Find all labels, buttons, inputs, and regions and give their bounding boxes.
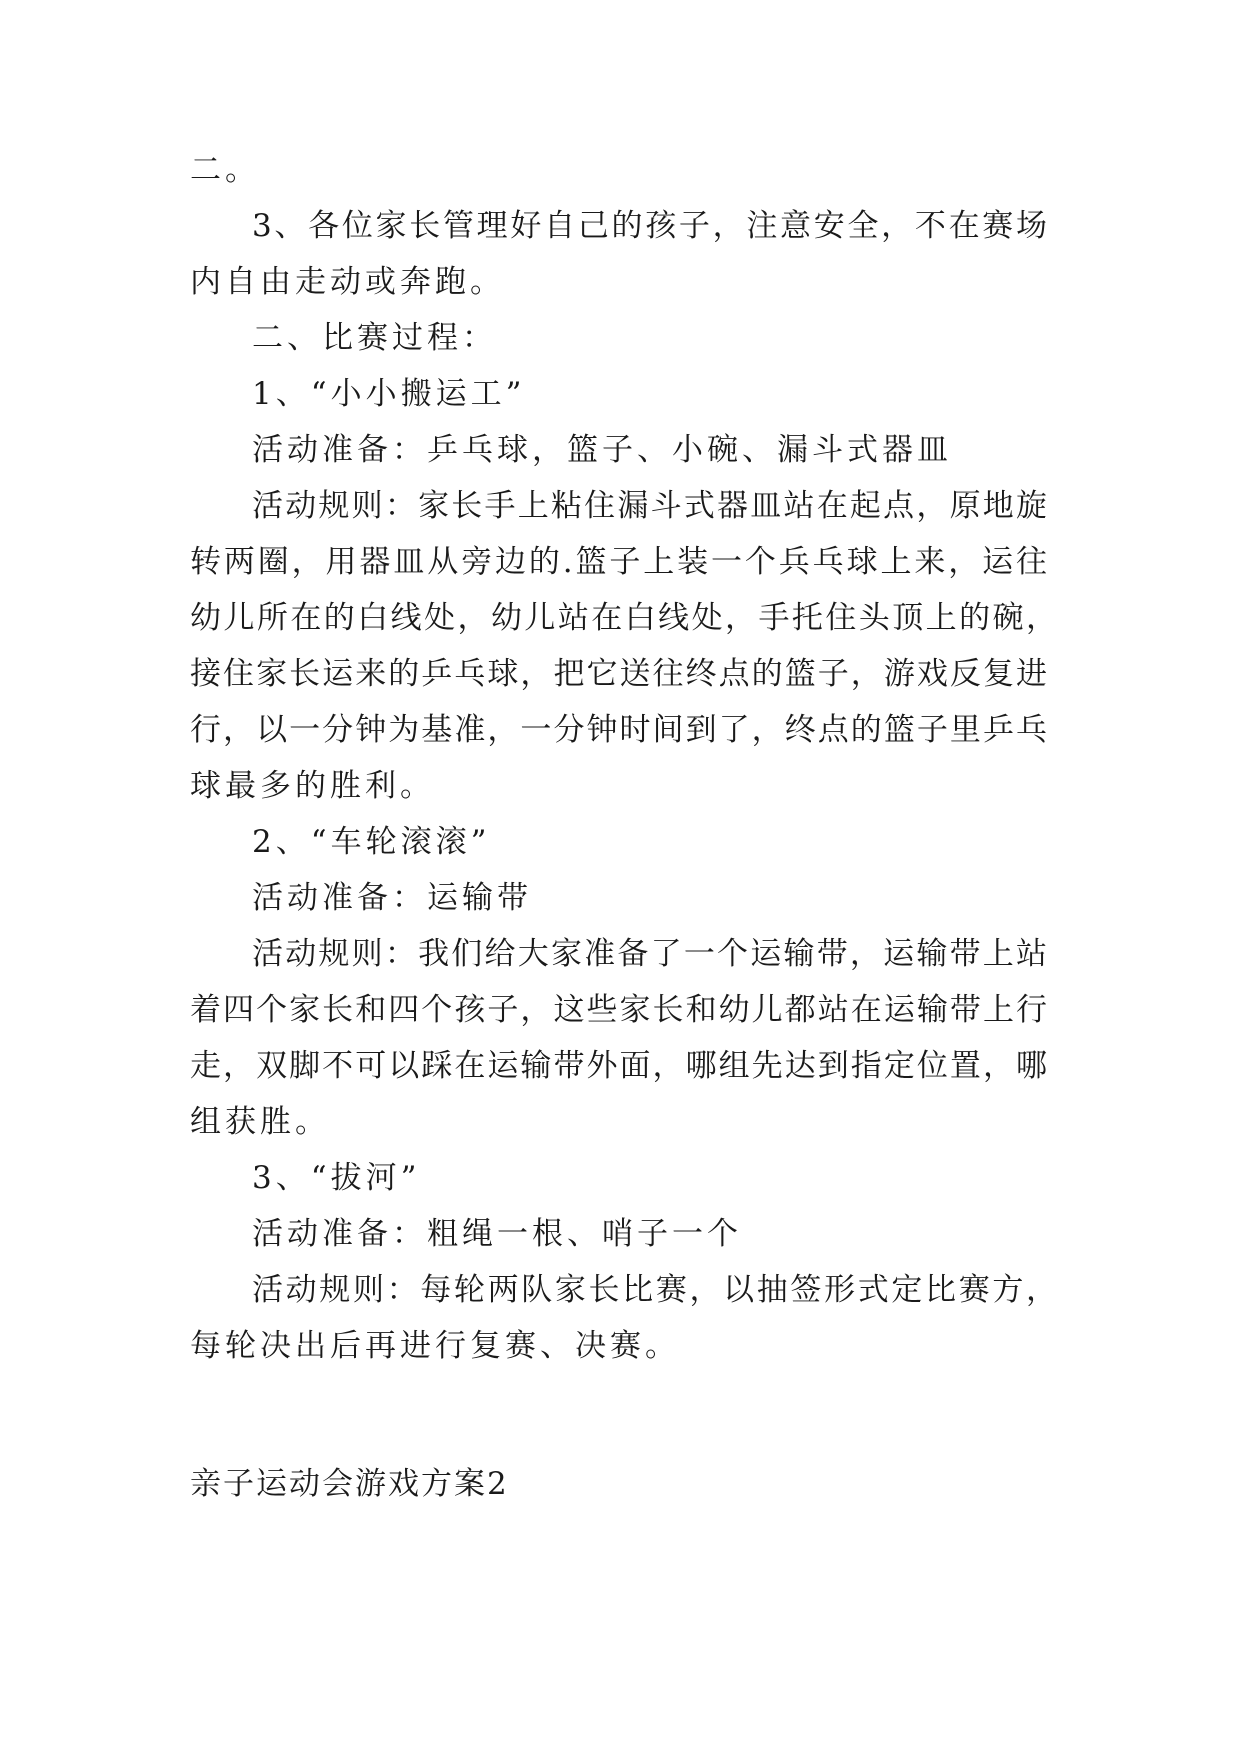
paragraph-line: 球最多的胜利。 [190,768,435,804]
paragraph-line: 走，双脚不可以踩在运输带外面，哪组先达到指定位置，哪 [190,1048,1047,1084]
paragraph-line: 活动准备：乒乓球，篮子、小碗、漏斗式器皿 [252,432,952,468]
subsection-heading: 1、“小小搬运工” [252,376,526,412]
paragraph-line: 活动规则：我们给大家准备了一个运输带，运输带上站 [252,936,1047,972]
paragraph-line: 组获胜。 [190,1104,330,1140]
paragraph-line: 幼儿所在的白线处，幼儿站在白线处，手托住头顶上的碗， [190,600,1057,636]
section-title: 亲子运动会游戏方案2 [190,1466,509,1502]
subsection-heading: 2、“车轮滚滚” [252,824,491,860]
paragraph-line: 内自由走动或奔跑。 [190,264,505,300]
subsection-heading: 3、“拔河” [252,1160,421,1196]
paragraph-line: 活动规则：每轮两队家长比赛，以抽签形式定比赛方， [252,1272,1057,1308]
paragraph-line: 每轮决出后再进行复赛、决赛。 [190,1328,680,1364]
paragraph-line: 二。 [190,152,260,188]
paragraph-line: 着四个家长和四个孩子，这些家长和幼儿都站在运输带上行 [190,992,1047,1028]
paragraph-line: 3、各位家长管理好自己的孩子，注意安全，不在赛场 [252,208,1047,244]
section-heading: 二、比赛过程： [252,320,497,356]
paragraph-line: 活动准备：运输带 [252,880,532,916]
paragraph-line: 转两圈，用器皿从旁边的.篮子上装一个兵乓球上来，运往 [190,544,1047,580]
paragraph-line: 活动准备：粗绳一根、哨子一个 [252,1216,742,1252]
paragraph-line: 行，以一分钟为基准，一分钟时间到了，终点的篮子里乒乓 [190,712,1047,748]
paragraph-line: 活动规则：家长手上粘住漏斗式器皿站在起点，原地旋 [252,488,1047,524]
paragraph-line: 接住家长运来的乒乓球，把它送往终点的篮子，游戏反复进 [190,656,1047,692]
